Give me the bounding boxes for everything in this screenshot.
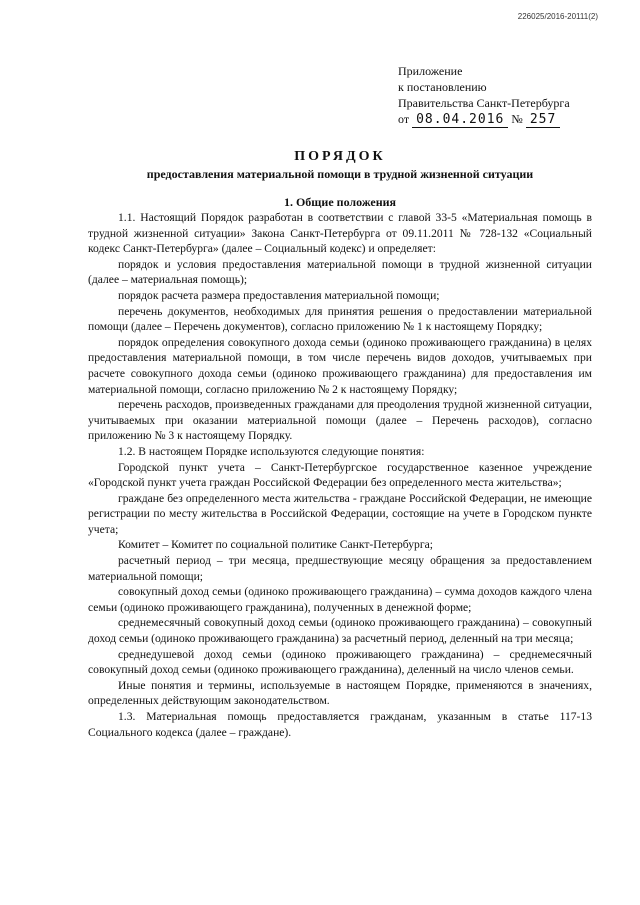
section-heading: 1. Общие положения — [283, 195, 397, 209]
paragraph: 1.1. Настоящий Порядок разработан в соответствии с главой 33-5 «Материальная помощь в трудной жизненной ситуации» Закона Санкт-Петербурга от 09.11.2011 № 728-132 «Социальный кодекс Санкт-Петербурга» (далее – Социальный кодекс) и определяет: — [88, 211, 592, 256]
paragraph: расчетный период – три месяца, предшествующие месяцу обращения за предоставлением материальной помощи; — [88, 554, 592, 583]
paragraph: перечень документов, необходимых для принятия решения о предоставлении материальной помощи (далее – Перечень документов), согласно приложению № 1 к настоящему Порядку; — [88, 304, 592, 334]
document-registration-number: 226025/2016-20111(2) — [517, 12, 598, 21]
appendix-number: 257 — [526, 112, 560, 128]
paragraph: совокупный доход семьи (одиноко проживающего гражданина) – сумма доходов каждого члена семьи (одиноко проживающего гражданина), полученных в денежной форме; — [88, 585, 592, 614]
paragraph: 1.3. Материальная помощь предоставляется гражданам, указанным в статье 117-13 Социального кодекса (далее – граждане). — [88, 710, 592, 739]
appendix-line-1: Приложение — [398, 64, 463, 78]
paragraph: среднедушевой доход семьи (одиноко проживающего гражданина) – среднемесячный совокупный доход семьи (одиноко проживающего гражданина), деленный на число членов семьи. — [88, 647, 592, 677]
paragraph: порядок и условия предоставления материальной помощи в трудной жизненной ситуации (далее – материальная помощь); — [88, 257, 592, 287]
paragraph: 1.2. В настоящем Порядке используются следующие понятия: — [118, 444, 425, 458]
paragraph: Иные понятия и термины, используемые в настоящем Порядке, применяются в значениях, определенных действующим законодательством. — [88, 678, 592, 708]
appendix-line-3: Правительства Санкт-Петербурга — [398, 96, 570, 110]
paragraph: порядок определения совокупного дохода семьи (одиноко проживающего гражданина) в целях предоставления материальной помощи, в том числе перечень видов доходов, учитываемых при расчете совокупного дохода семьи (одиноко проживающего гражданина) для предоставления им материальной помощи, согласно приложению № 2 к настоящему Порядку; — [88, 335, 592, 396]
appendix-line-2: к постановлению — [398, 80, 487, 94]
title-block — [88, 148, 592, 210]
appendix-date-line — [398, 111, 570, 128]
appendix-number-label: № — [511, 112, 523, 126]
appendix-from-label: от — [398, 112, 410, 126]
paragraph: граждане без определенного места жительства - граждане Российской Федерации, не имеющие регистрации по месту жительства в Российской Федерации, состоящие на учете в Городском пункте учета; — [88, 491, 592, 536]
document-title: ПОРЯДОК — [294, 149, 386, 164]
paragraph: Городской пункт учета – Санкт-Петербургское государственное казенное учреждение «Городской пункт учета граждан Российской Федерации без определенного места жительства»; — [88, 460, 592, 490]
appendix-block — [398, 63, 570, 128]
document-body — [88, 210, 592, 740]
paragraph: порядок расчета размера предоставления материальной помощи; — [118, 288, 440, 302]
appendix-date: 08.04.2016 — [412, 112, 508, 128]
paragraph: Комитет – Комитет по социальной политике Санкт-Петербурга; — [118, 538, 433, 552]
paragraph: перечень расходов, произведенных гражданами для преодоления трудной жизненной ситуации, учитываемых при оказании материальной помощи (далее – Перечень расходов), согласно приложению № 3 к настоящему Порядку. — [88, 398, 592, 443]
document-subtitle: предоставления материальной помощи в трудной жизненной ситуации — [146, 167, 534, 181]
paragraph: среднемесячный совокупный доход семьи (одиноко проживающего гражданина) – совокупный доход семьи (одиноко проживающего гражданина) за расчетный период, деленный на три месяца; — [88, 616, 592, 646]
